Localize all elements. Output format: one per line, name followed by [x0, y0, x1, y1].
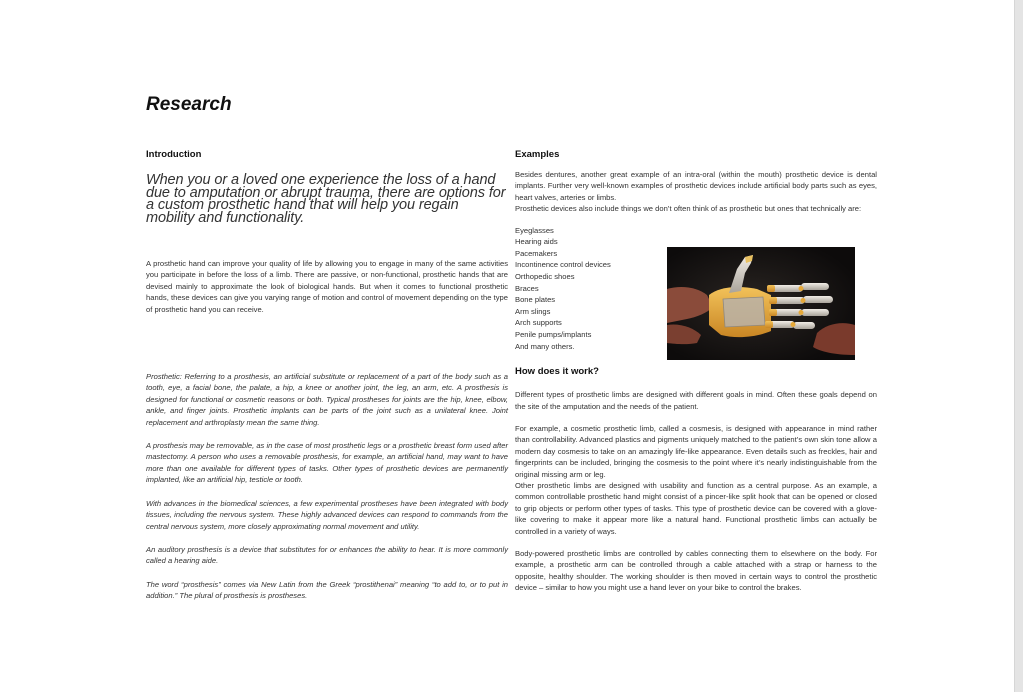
how-heading: How does it work?	[515, 366, 599, 378]
examples-list	[515, 225, 665, 353]
examples-column	[515, 149, 877, 594]
how-paragraph-3: Other prosthetic limbs are designed with usability and function as a central purpose. As an example, a common controllable prosthetic hand might consist of a pincer-like split hook that can be opened or closed to grip objects or perform other types of tasks. This type of prosthetic device can be covered with a glove-like covering to make it appear more like a natural hand. Functional prosthetic limbs can actually be controlled in a variety of ways.	[515, 481, 877, 536]
how-paragraph-4: Body-powered prosthetic limbs are controlled by cables connecting them to elsewhere on the body. For example, a prosthetic arm can be controlled through a cable attached with a strap or harness to the opposite, healthy shoulder. The working shoulder is then moved in certain ways to control the prosthetic device – similar to how you might use a hand lever on your bike to control the brakes.	[515, 549, 877, 593]
list-item: Pacemakers	[515, 248, 558, 258]
definition-etymology: The word “prosthesis” comes via New Latin from the Greek “prostithenai” meaning “to add to, or to put in addition.” The plural of prosthesis is prostheses.	[146, 579, 508, 601]
definition-advances: With advances in the biomedical sciences, a few experimental prostheses have been integrated with body tissues, including the nervous system. These highly advanced devices can respond to commands from the central nervous system, more closely approximating normal movement and utility.	[146, 498, 508, 531]
list-item: And many others.	[515, 341, 575, 351]
list-item: Arch supports	[515, 318, 562, 328]
page-title: Research	[146, 94, 232, 115]
prosthetic-hand-icon	[667, 247, 855, 360]
list-item: Incontinence control devices	[515, 260, 611, 270]
list-item: Orthopedic shoes	[515, 272, 575, 281]
list-item: Braces	[515, 283, 539, 293]
examples-heading: Examples	[515, 149, 560, 160]
definition-removable: A prosthesis may be removable, as in the case of most prosthetic legs or a prosthetic breast form used after mastectomy. A person who uses a removable prosthesis, for example, an artificial hand, may want to have more than one available for different types of tasks. Other types of prosthetic devices are permanently implanted, like an artificial hip, testicle or tooth.	[146, 441, 508, 485]
introduction-column	[146, 149, 508, 602]
list-item: Bone plates	[515, 295, 556, 305]
definition-auditory: An auditory prosthesis is a device that substitutes for or enhances the ability to hear. It is more commonly called a hearing aide.	[146, 544, 508, 566]
list-item: Arm slings	[515, 306, 551, 316]
list-item: Eyeglasses	[515, 225, 554, 235]
introduction-heading: Introduction	[146, 149, 202, 160]
list-item: Hearing aids	[515, 237, 558, 247]
introduction-lead: When you or a loved one experience the loss of a hand due to amputation or abrupt trauma, there are options for a custom prosthetic hand that will help you regain mobility and functionality.	[146, 172, 506, 226]
how-paragraph-2: For example, a cosmetic prosthetic limb, called a cosmesis, is designed with appearance in mind rather than controllability. Advanced plastics and pigments uniquely matched to the patient’s own skin tone allow a modern day cosmesis to take on an amazingly life-like appearance. Even details such as freckles, hair and fingerprints can be included, bringing the cosmesis to the point where it’s nearly indistinguishable from the original missing arm or leg.	[515, 423, 877, 479]
examples-paragraph-2: Prosthetic devices also include things we don’t often think of as prosthetic but ones that technically are:	[515, 204, 862, 214]
definition-prosthetic: Prosthetic: Referring to a prosthesis, an artificial substitute or replacement of a part of the body such as a tooth, eye, a facial bone, the palate, a hip, a knee or another joint, the leg, an arm, etc. A prosthesis is designed for functional or cosmetic reasons or both. Typical prostheses for joints are the hip, knee, elbow, ankle, and finger joints. Prosthetic implants can be parts of the joint such as a unilateral knee. Joint replacement and arthroplasty mean the same thing.	[146, 372, 508, 427]
vertical-scrollbar[interactable]	[1014, 0, 1023, 692]
prosthetic-hand-photo	[667, 247, 855, 360]
list-item: Penile pumps/implants	[515, 329, 592, 339]
how-paragraph-1: Different types of prosthetic limbs are designed with different goals in mind. Often these goals depend on the site of the amputation and the needs of the patient.	[515, 390, 877, 411]
examples-paragraph-1: Besides dentures, another great example of an intra-oral (within the mouth) prosthetic device is dental implants. Further very well-known examples of prosthetic devices include artificial body parts such as eyes, heart valves, arteries or limbs.	[515, 170, 877, 202]
introduction-paragraph: A prosthetic hand can improve your quality of life by allowing you to engage in many of the same activities you participate in before the loss of a limb. There are passive, or non-functional, prosthetic hands that are devised mainly to approximate the look of biological hands. But when it comes to functional prosthetic hands, these devices can give you varying range of motion and control of movement depending on the type of prosthetic hand you can receive.	[146, 259, 508, 314]
